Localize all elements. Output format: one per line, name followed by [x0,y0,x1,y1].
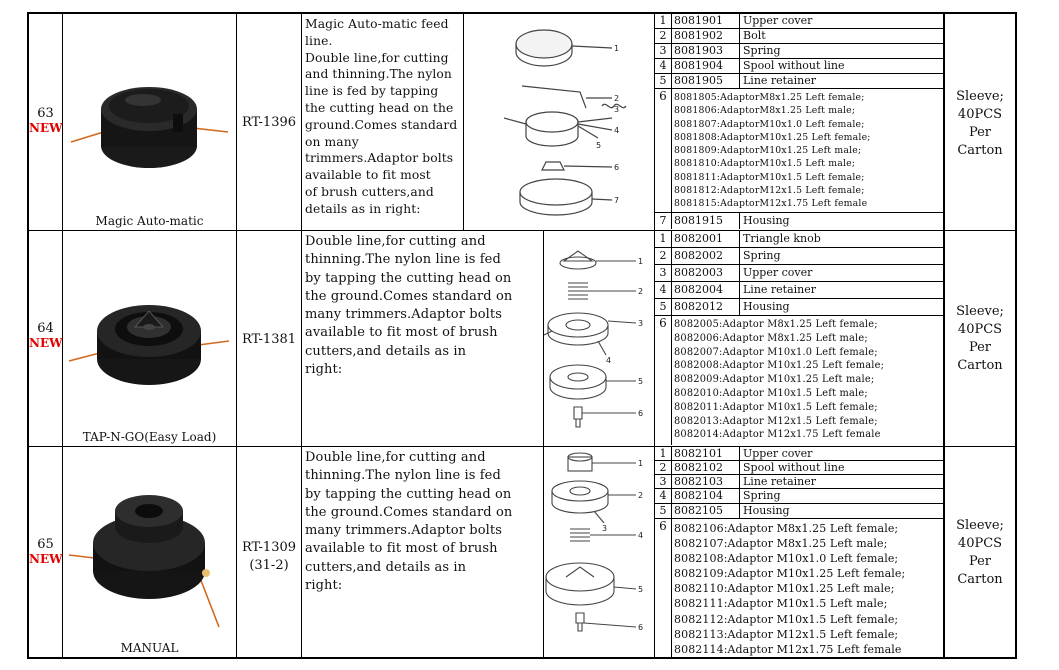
adaptor-item: 8081810:AdaptorM10x1.5 Left male; [674,158,856,170]
diagram-label: 3 [614,105,620,114]
desc-line: details as in right: [305,201,421,216]
part-code: 8082003 [672,265,740,281]
desc-line: thinning.The nylon line is fed [305,252,501,268]
diagram-label: 3 [602,524,608,533]
part-row [655,29,943,44]
diagram-label: 4 [606,356,612,365]
part-index: 5 [655,299,672,315]
diagram-label: 5 [638,585,644,594]
part-code: 8082001 [672,231,740,247]
desc-line: of brush cutters,and [305,184,434,199]
adaptor-item: 8081812:AdaptorM12x1.5 Left female; [674,185,865,197]
item-number: 63 [37,106,54,121]
desc-line: thinning.The nylon line is fed [305,468,501,484]
description [305,233,540,379]
part-row [655,248,943,265]
part-row [655,14,943,29]
desc-line: and thinning.The nylon [305,67,452,82]
desc-line: available to fit most of brush [305,325,498,341]
new-badge: NEW [29,552,63,566]
part-name: Bolt [743,29,766,42]
diagram-label: 2 [614,94,620,103]
adaptor-item: 8082110:Adaptor M10x1.25 Left male; [674,582,895,596]
part-name: Spring [743,489,781,502]
desc-line: cutters,and details as in [305,559,467,575]
part-code: 8082102 [672,461,740,474]
product-name: TAP-N-GO(Easy Load) [82,430,217,444]
adaptor-row [655,89,943,213]
part-code: 8081905 [672,74,740,88]
description-cell [302,231,544,446]
parts-list-cell [654,231,944,446]
part-name: Spring [743,44,781,57]
packing-cell [944,447,1015,657]
model-number [237,539,301,575]
packing-cell [944,14,1015,230]
adaptor-list [672,91,943,211]
model-number: RT-1396 [241,115,297,130]
part-code: 8082103 [672,475,740,488]
packing-line: Per [968,340,992,355]
desc-line: on many [305,134,359,149]
part-row [655,59,943,74]
adaptor-item: 8081811:AdaptorM10x1.5 Left female; [674,171,865,183]
new-badge: NEW [29,336,63,350]
adaptor-row [655,316,943,445]
part-code: 8082002 [672,248,740,264]
part-row [655,447,943,461]
part-name: Upper cover [743,447,813,460]
part-index: 4 [655,59,672,73]
part-index: 5 [655,74,672,88]
diagram-label: 7 [614,196,620,205]
part-index: 3 [655,44,672,58]
part-index: 6 [655,316,672,445]
exploded-diagram-cell [544,231,654,446]
product-name: MANUAL [120,641,179,655]
adaptor-item: 8082106:Adaptor M8x1.25 Left female; [674,522,899,535]
desc-line: Double line,for cutting and [305,234,486,249]
model-line: RT-1309 [241,540,297,555]
product-row-64 [29,231,1015,447]
desc-line: right: [305,578,343,594]
adaptor-item: 8081807:AdaptorM10x1.0 Left female; [674,118,865,130]
part-name: Spring [743,249,781,262]
new-badge: NEW [29,121,63,135]
part-index: 5 [655,504,672,518]
part-index: 1 [655,14,672,28]
diagram-label: 6 [614,163,620,172]
part-row [655,282,943,299]
part-row [655,231,943,248]
model-line: (31-2) [249,558,289,573]
trimmer-head-photo-magic [63,14,235,214]
adaptor-item: 8081806:AdaptorM8x1.25 Left male; [674,105,856,117]
adaptor-item: 8082014:Adaptor M12x1.75 Left female [674,429,881,441]
exploded-diagram-tap-n-go [544,231,654,445]
parts-list [655,231,943,446]
desc-line: Double line,for cutting [305,50,449,65]
part-name: Spool without line [743,59,845,72]
part-index: 2 [655,29,672,43]
part-name: Housing [743,300,790,313]
adaptor-item: 8082109:Adaptor M10x1.25 Left female; [674,567,906,581]
packing-line: Carton [957,358,1003,373]
part-code: 8082104 [672,489,740,503]
description-cell [302,14,464,230]
trimmer-head-photo-tap-n-go [63,231,235,431]
part-name: Housing [743,214,790,227]
part-code: 8081903 [672,44,740,58]
description [305,16,460,218]
adaptor-item: 8082114:Adaptor M12x1.75 Left female [674,642,902,656]
packing-line: Carton [957,143,1003,158]
part-index: 3 [655,475,672,488]
part-name: Triangle knob [743,232,821,245]
desc-line: line. [305,33,333,48]
adaptor-item: 8082008:Adaptor M10x1.25 Left female; [674,360,885,372]
part-row [655,74,943,89]
item-number-cell [29,14,63,230]
exploded-diagram-cell [464,14,654,230]
part-code: 8081902 [672,29,740,43]
part-code: 8081904 [672,59,740,73]
part-name: Line retainer [743,283,817,296]
packing-line: Sleeve; [956,89,1004,104]
desc-line: the cutting head on the [305,100,454,115]
product-row-65 [29,447,1015,657]
adaptor-item: 8082009:Adaptor M10x1.25 Left male; [674,374,875,386]
packing-info [945,88,1015,160]
adaptor-list [672,521,943,657]
parts-list [655,14,943,230]
part-row [655,213,943,229]
item-number: 65 [37,537,54,552]
packing-line: Per [968,125,992,140]
desc-line: ground.Comes standard [305,117,458,132]
model-cell [237,231,302,446]
desc-line: line is fed by tapping [305,84,439,99]
part-row [655,299,943,316]
part-index: 1 [655,447,672,460]
part-index: 4 [655,489,672,503]
adaptor-item: 8082007:Adaptor M10x1.0 Left female; [674,346,878,358]
catalog-table [27,12,1017,659]
product-image-cell [63,447,237,657]
desc-line: cutters,and details as in [305,343,467,359]
description [305,449,540,595]
desc-line: many trimmers.Adaptor bolts [305,307,502,323]
part-index: 3 [655,265,672,281]
adaptor-item: 8082113:Adaptor M12x1.5 Left female; [674,627,899,641]
part-row [655,44,943,59]
adaptor-item: 8082108:Adaptor M10x1.0 Left female; [674,552,899,566]
product-image-cell [63,14,237,230]
adaptor-item: 8081815:AdaptorM12x1.75 Left female [674,198,868,210]
part-index: 6 [655,519,672,657]
item-number: 64 [37,321,54,336]
packing-line: Sleeve; [956,304,1004,319]
part-row [655,265,943,282]
desc-line: available to fit most [305,168,431,183]
desc-line: trimmers.Adaptor bolts [305,151,454,166]
model-cell [237,14,302,230]
exploded-diagram-cell [544,447,654,657]
part-row [655,475,943,489]
parts-list-cell [654,14,944,230]
trimmer-head-photo-manual [63,447,235,642]
part-index: 1 [655,231,672,247]
desc-line: right: [305,362,343,378]
diagram-label: 4 [638,531,644,540]
exploded-diagram-magic [464,14,654,229]
item-number-cell [29,447,63,657]
adaptor-item: 8082111:Adaptor M10x1.5 Left male; [674,597,888,611]
adaptor-item: 8081809:AdaptorM10x1.25 Left male; [674,145,862,157]
diagram-label: 1 [638,459,644,468]
part-index: 4 [655,282,672,298]
diagram-label: 1 [638,257,644,266]
adaptor-item: 8081808:AdaptorM10x1.25 Left female; [674,131,871,143]
packing-info [945,517,1015,589]
desc-line: Magic Auto-matic feed [305,17,449,31]
packing-line: 40PCS [957,107,1003,122]
parts-list [655,447,943,657]
part-index: 2 [655,461,672,474]
adaptor-item: 8082112:Adaptor M10x1.5 Left female; [674,612,899,626]
diagram-label: 4 [614,126,620,135]
model-number: RT-1381 [241,332,297,347]
parts-list-cell [654,447,944,657]
diagram-label: 5 [638,377,644,386]
part-code: 8081901 [672,14,740,28]
diagram-label: 1 [614,44,620,53]
part-index: 2 [655,248,672,264]
part-code: 8082004 [672,282,740,298]
packing-info [945,303,1015,375]
part-name: Upper cover [743,266,813,279]
desc-line: available to fit most of brush [305,541,498,557]
diagram-label: 6 [638,409,644,418]
part-index: 7 [655,213,672,229]
desc-line: Double line,for cutting and [305,450,486,465]
diagram-label: 2 [638,491,644,500]
part-code: 8082012 [672,299,740,315]
packing-line: 40PCS [957,322,1003,337]
part-name: Upper cover [743,14,813,27]
part-index: 6 [655,89,672,212]
part-name: Line retainer [743,475,817,488]
part-code: 8081915 [672,213,740,229]
part-code: 8082105 [672,504,740,518]
part-row [655,489,943,504]
adaptor-row [655,519,943,657]
product-image-cell [63,231,237,446]
packing-line: Carton [957,572,1003,587]
desc-line: many trimmers.Adaptor bolts [305,523,502,539]
packing-line: Per [968,554,992,569]
part-row [655,461,943,475]
packing-line: Sleeve; [956,518,1004,533]
item-number-cell [29,231,63,446]
diagram-label: 3 [638,319,644,328]
desc-line: by tapping the cutting head on [305,486,512,502]
packing-cell [944,231,1015,446]
diagram-label: 5 [596,141,602,150]
adaptor-item: 8082107:Adaptor M8x1.25 Left male; [674,537,888,551]
exploded-diagram-manual [544,447,654,655]
part-name: Line retainer [743,74,817,87]
desc-line: by tapping the cutting head on [305,270,512,286]
diagram-label: 2 [638,287,644,296]
part-code: 8082101 [672,447,740,460]
adaptor-item: 8082006:Adaptor M8x1.25 Left male; [674,332,868,344]
adaptor-item: 8082005:Adaptor M8x1.25 Left female; [674,319,878,330]
adaptor-item: 8082013:Adaptor M12x1.5 Left female; [674,415,878,427]
adaptor-item: 8082010:Adaptor M10x1.5 Left male; [674,387,868,399]
adaptor-item: 8081805:AdaptorM8x1.25 Left female; [674,92,865,103]
part-name: Housing [743,504,790,517]
product-name: Magic Auto-matic [95,214,204,228]
product-row-63 [29,14,1015,231]
model-cell [237,447,302,657]
adaptor-list [672,318,943,442]
desc-line: the ground.Comes standard on [305,504,513,520]
diagram-label: 6 [638,623,644,632]
packing-line: 40PCS [957,536,1003,551]
part-row [655,504,943,519]
desc-line: the ground.Comes standard on [305,288,513,304]
description-cell [302,447,544,657]
part-name: Spool without line [743,461,845,474]
adaptor-item: 8082011:Adaptor M10x1.5 Left female; [674,401,878,413]
